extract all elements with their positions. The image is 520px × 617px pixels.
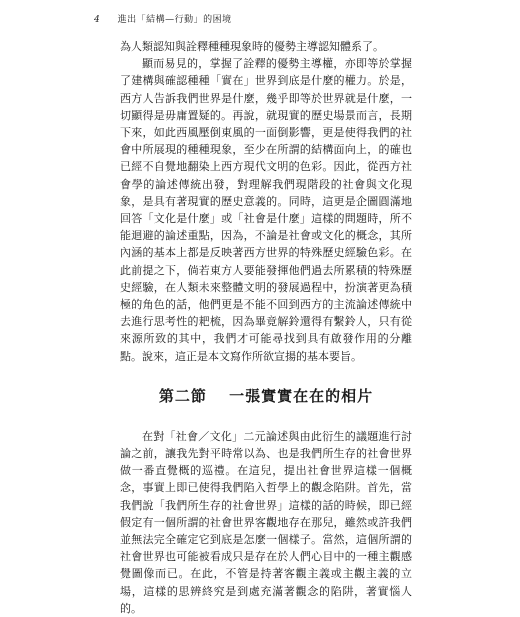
running-header	[94, 12, 232, 25]
page-number: 4	[94, 15, 101, 25]
paragraph-continued: 為人類認知與詮釋種種現象時的優勢主導認知體系了。	[120, 40, 384, 53]
section-title: 一張實實在在的相片	[229, 386, 374, 405]
paragraph-section-intro: 在對「社會／文化」二元論述與由此衍生的議題進行討論之前，讓我先對平時常以為、也是我們所生存的社會世界做一番直覺概的巡禮。在這兒，提出社會世界這樣一個概念，事實上即已使得我們陷入哲學上的觀念陷阱。首先，當我們說「我們所生存的社會世界」這樣的話的時候，即已經假定有一個所謂的社會世界客觀地存在那兒，雖然或許我們並無法完全確定它到底是怎麼一個樣子。當然，這個所謂的社會世界也可能被看成只是存在於人們心目中的一種主觀感覺圖像而已。在此，不管是持著客觀主義或主觀主義的立場，這樣的思辨終究是到處充滿著觀念的陷阱，著實惱人的。	[120, 429, 412, 615]
paragraph-main: 顯而易見的，掌握了詮釋的優勢主導權，亦即等於掌握了建構與確認種種「實在」世界到底是什麼的權力。於是，西方人告訴我們世界是什麼，幾乎即等於世界就是什麼，一切顯得是毋庸置疑的。再說，就現實的歷史場景而言，長期下來，如此西風壓倒東風的一面倒影響，更是使得我們的社會中所展現的種種現象，至少在所謂的結構面向上，的確也已經不自覺地翻染上西方現代文明的色彩。因此，從西方社會學的論述傳統出發，對理解我們現階段的社會與文化現象，是具有著現實的歷史意義的。同時，這更是企圖圓滿地回答「文化是什麼」或「社會是什麼」這樣的問題時，所不能迴避的論述重點，因為，不論是社會或文化的概念，其所內涵的基本上都是反映著西方世界的特殊歷史經驗色彩。在此前提之下，倘若東方人要能發揮他們過去所累積的特殊歷史經驗，在人類未來整體文明的發展過程中，扮演著更為積極的角色的話，他們更是不能不回到西方的主流論述傳統中去進行思考性的耙梳，因為畢竟解鈴還得有繫鈴人，只有從來源所致的其中，我們才可能尋找到具有啟發作用的分離點。說來，這正是本文寫作所欲宣揚的基本要旨。	[120, 57, 412, 363]
page-body	[120, 38, 412, 617]
running-title: 進出「結構—行動」的困境	[117, 15, 232, 25]
section-heading	[120, 385, 412, 406]
section-number: 第二節	[158, 386, 207, 405]
